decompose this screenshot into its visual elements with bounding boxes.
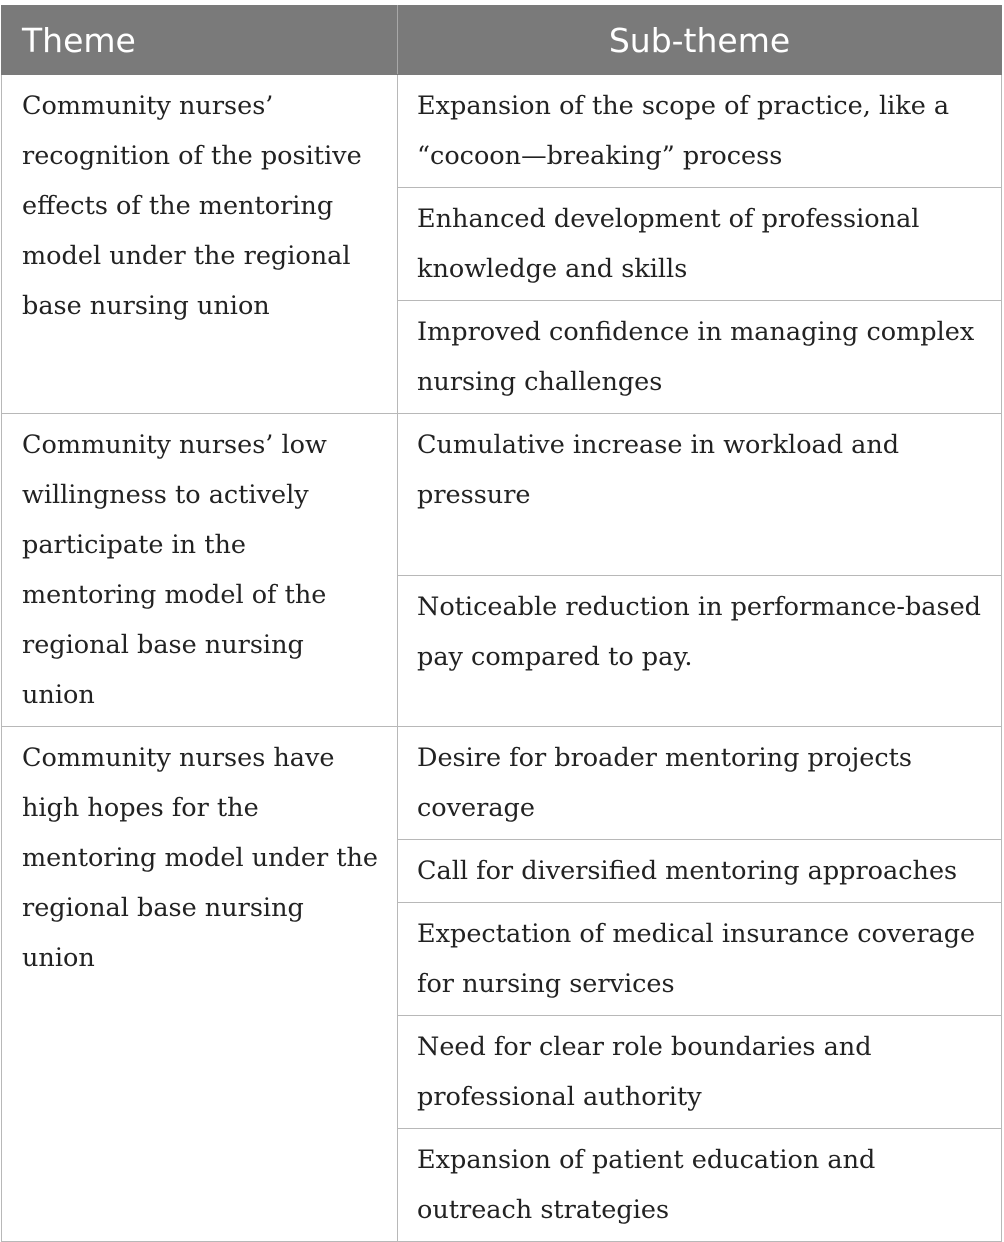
sub-theme-cell: Improved confidence in managing complex nursing challenges — [398, 301, 1002, 414]
sub-theme-cell: Noticeable reduction in performance-based pay compared to pay. — [398, 576, 1002, 727]
table-row — [2, 75, 1002, 188]
sub-theme-cell: Expansion of patient education and outreach strategies — [398, 1129, 1002, 1242]
theme-cell: Community nurses have high hopes for the mentoring model under the regional base nursing union — [2, 727, 398, 1242]
table-row — [2, 727, 1002, 840]
table-row — [2, 414, 1002, 576]
header-row — [2, 6, 1002, 75]
theme-cell: Community nurses’ low willingness to actively participate in the mentoring model of the regional base nursing union — [2, 414, 398, 727]
sub-theme-cell: Call for diversified mentoring approaches — [398, 840, 1002, 903]
sub-theme-cell: Desire for broader mentoring projects coverage — [398, 727, 1002, 840]
header-theme: Theme — [2, 6, 398, 75]
sub-theme-cell: Enhanced development of professional knowledge and skills — [398, 188, 1002, 301]
sub-theme-cell: Cumulative increase in workload and pressure — [398, 414, 1002, 576]
sub-theme-cell: Need for clear role boundaries and professional authority — [398, 1016, 1002, 1129]
theme-cell: Community nurses’ recognition of the positive effects of the mentoring model under the regional base nursing union — [2, 75, 398, 414]
sub-theme-cell: Expectation of medical insurance coverage for nursing services — [398, 903, 1002, 1016]
themes-table — [1, 5, 1002, 1242]
header-sub-theme: Sub-theme — [398, 6, 1002, 75]
sub-theme-cell: Expansion of the scope of practice, like a “cocoon—breaking” process — [398, 75, 1002, 188]
